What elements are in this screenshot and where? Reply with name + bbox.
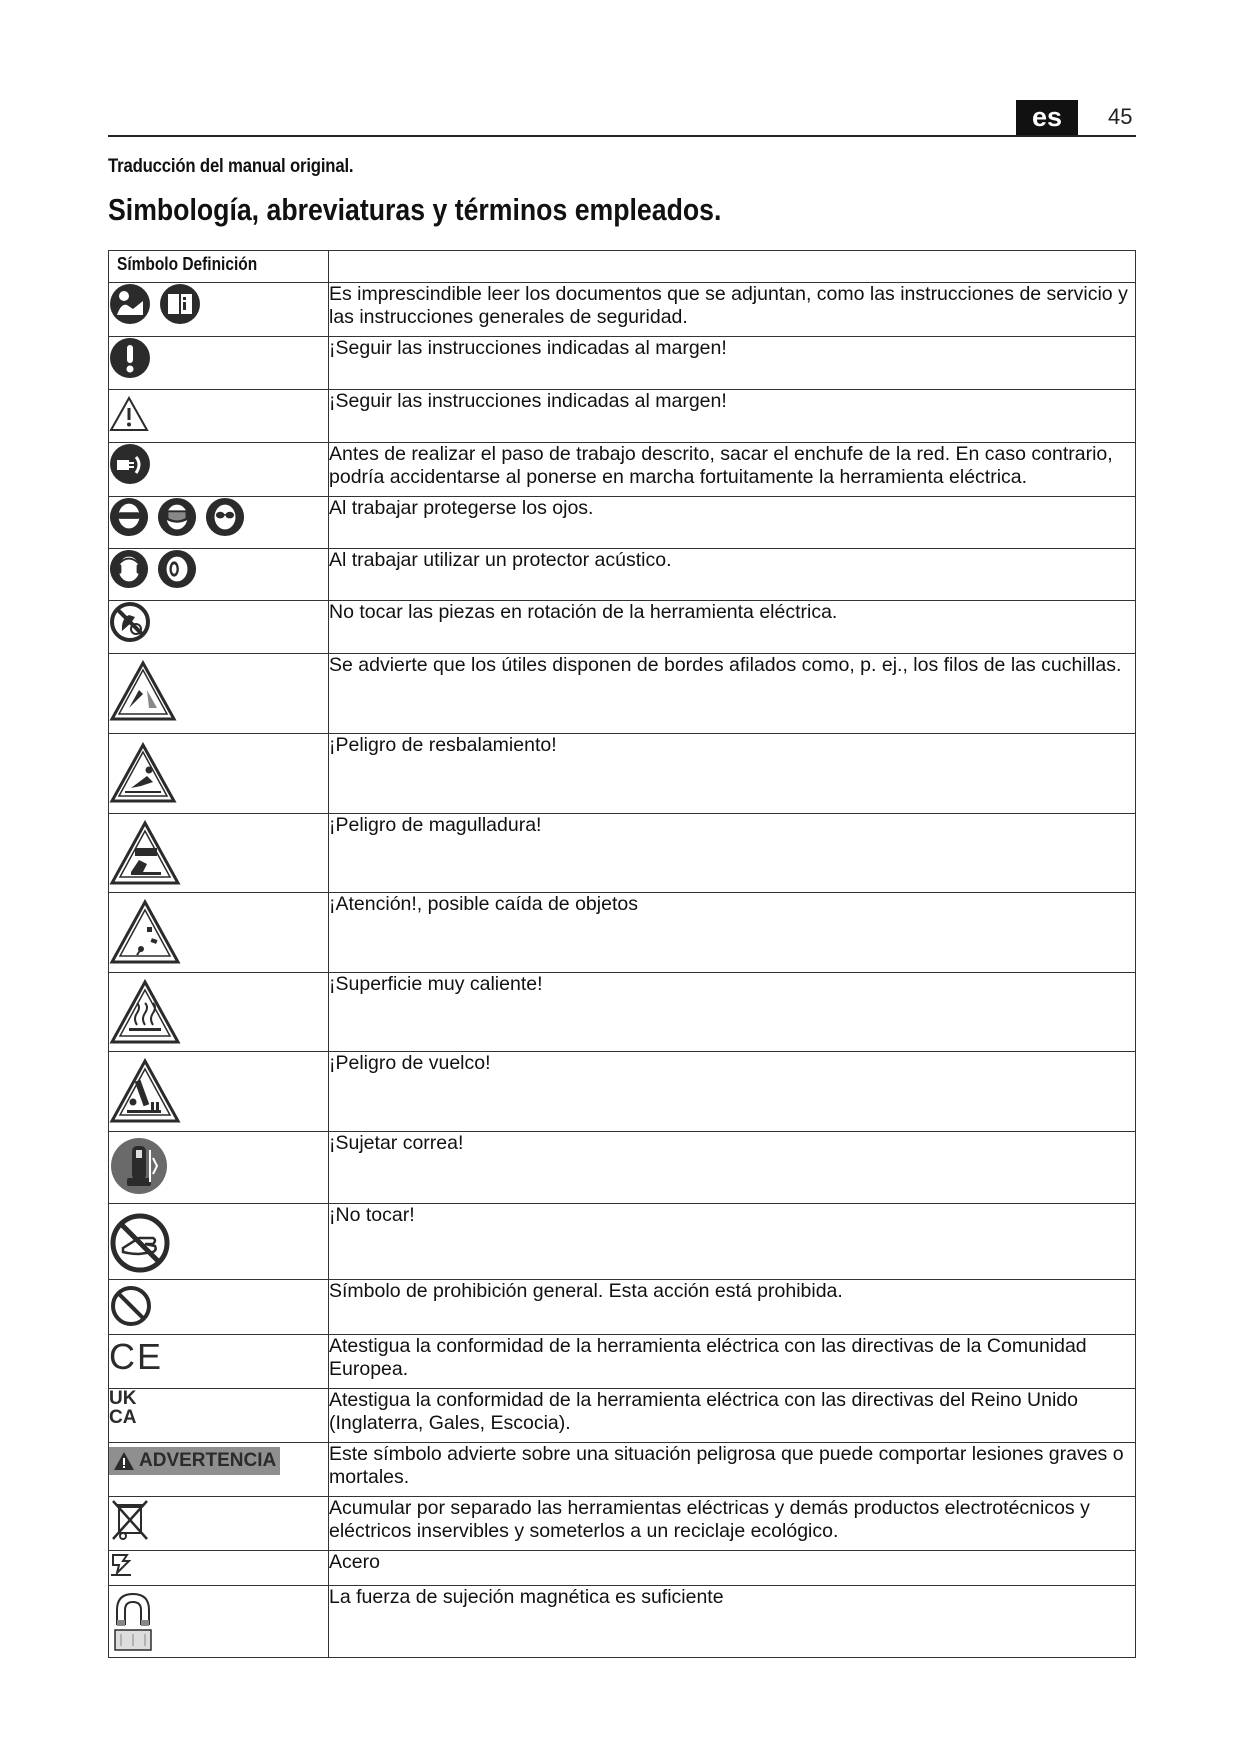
definition-text: ¡No tocar!	[329, 1204, 1136, 1280]
table-row	[109, 1586, 1136, 1658]
table-row	[109, 654, 1136, 734]
ukca-mark-ca: CA	[109, 1407, 137, 1428]
definition-text: ¡Peligro de resbalamiento!	[329, 734, 1136, 814]
definition-text: La fuerza de sujeción magnética es suficiente	[329, 1586, 1136, 1658]
no-touch-hand-icon	[109, 1212, 171, 1274]
definition-text: Acero	[329, 1551, 1136, 1586]
definition-text: Al trabajar protegerse los ojos.	[329, 497, 1136, 549]
sharp-edges-warning-icon	[109, 660, 177, 722]
definition-text: Acumular por separado las herramientas eléctricas y demás productos electrotécnicos y eléctricos inservibles y someterlos a un reciclaje ecológico.	[329, 1497, 1136, 1551]
safety-glasses-icon	[205, 497, 245, 537]
definition-text: No tocar las piezas en rotación de la herramienta eléctrica.	[329, 601, 1136, 654]
table-row	[109, 734, 1136, 814]
definition-text: Este símbolo advierte sobre una situación peligrosa que puede comportar lesiones graves o mortales.	[329, 1443, 1136, 1497]
table-row	[109, 1052, 1136, 1132]
mandatory-exclamation-icon	[109, 337, 151, 379]
tipping-hazard-icon	[109, 1058, 181, 1124]
ukca-mark-icon	[109, 1389, 136, 1427]
crush-hazard-icon	[109, 820, 181, 886]
table-row	[109, 1280, 1136, 1335]
warning-triangle-icon	[109, 396, 149, 432]
table-row	[109, 443, 1136, 497]
no-touch-rotating-icon	[109, 601, 151, 643]
table-row	[109, 601, 1136, 654]
header-rule	[108, 135, 1136, 137]
falling-objects-icon	[109, 899, 181, 965]
definition-text: Se advierte que los útiles disponen de bordes afilados como, p. ej., los filos de las cuchillas.	[329, 654, 1136, 734]
table-row	[109, 1132, 1136, 1204]
unplug-icon	[109, 443, 151, 485]
table-row	[109, 1443, 1136, 1497]
safety-goggles-icon	[109, 497, 149, 537]
table-header-row	[109, 251, 1136, 283]
page-title: Simbología, abreviaturas y términos empleados.	[108, 192, 722, 227]
table-row	[109, 1335, 1136, 1389]
table-row	[109, 1497, 1136, 1551]
read-manual-icon	[109, 283, 151, 325]
ear-protection-icon	[109, 549, 149, 589]
ear-muffs-icon	[157, 549, 197, 589]
definition-text: ¡Peligro de magulladura!	[329, 814, 1136, 893]
definition-text: Atestigua la conformidad de la herramienta eléctrica con las directivas de la Comunidad Europea.	[329, 1335, 1136, 1389]
definition-text: ¡Superficie muy caliente!	[329, 973, 1136, 1052]
translation-note: Traducción del manual original.	[108, 156, 354, 177]
definition-text: ¡Seguir las instrucciones indicadas al margen!	[329, 390, 1136, 443]
fasten-strap-icon	[109, 1136, 169, 1196]
ce-mark-icon: CE	[109, 1336, 164, 1377]
definition-text: Antes de realizar el paso de trabajo descrito, sacar el enchufe de la red. En caso contrario, podría accidentarse al ponerse en marcha fortuitamente la herramienta eléctrica.	[329, 443, 1136, 497]
hot-surface-icon	[109, 979, 181, 1045]
table-row	[109, 1389, 1136, 1443]
definition-text: ¡Atención!, posible caída de objetos	[329, 893, 1136, 973]
definition-text: ¡Peligro de vuelco!	[329, 1052, 1136, 1132]
definition-text: ¡Seguir las instrucciones indicadas al margen!	[329, 337, 1136, 390]
table-row	[109, 337, 1136, 390]
steel-icon	[109, 1551, 133, 1577]
table-row	[109, 1551, 1136, 1586]
table-row	[109, 390, 1136, 443]
table-row	[109, 973, 1136, 1052]
table-row	[109, 893, 1136, 973]
slip-hazard-icon	[109, 742, 177, 804]
manual-book-icon	[159, 283, 201, 325]
definition-text: ¡Sujetar correa!	[329, 1132, 1136, 1204]
face-shield-icon	[157, 497, 197, 537]
definition-text: Símbolo de prohibición general. Esta acción está prohibida.	[329, 1280, 1136, 1335]
magnet-force-icon	[109, 1590, 157, 1654]
advertencia-label-icon	[109, 1447, 280, 1475]
definition-text: Es imprescindible leer los documentos que se adjuntan, como las instrucciones de servicio y las instrucciones generales de seguridad.	[329, 283, 1136, 337]
warning-triangle-small-icon	[113, 1451, 135, 1471]
ukca-mark-uk: UK	[109, 1388, 137, 1409]
advertencia-label-text: ADVERTENCIA	[139, 1450, 277, 1471]
definition-text: Atestigua la conformidad de la herramienta eléctrica con las directivas del Reino Unido (Inglaterra, Gales, Escocia).	[329, 1389, 1136, 1443]
prohibition-icon	[109, 1284, 153, 1328]
language-badge: es	[1016, 100, 1078, 135]
page-number: 45	[1108, 104, 1133, 129]
table-row	[109, 497, 1136, 549]
header-symbol-definition: Símbolo Definición	[109, 251, 329, 283]
weee-bin-icon	[109, 1497, 151, 1543]
symbols-table	[108, 250, 1136, 1658]
table-row	[109, 814, 1136, 893]
definition-text: Al trabajar utilizar un protector acústico.	[329, 549, 1136, 601]
header-empty	[329, 251, 1136, 283]
table-row	[109, 549, 1136, 601]
table-row	[109, 283, 1136, 337]
table-row	[109, 1204, 1136, 1280]
